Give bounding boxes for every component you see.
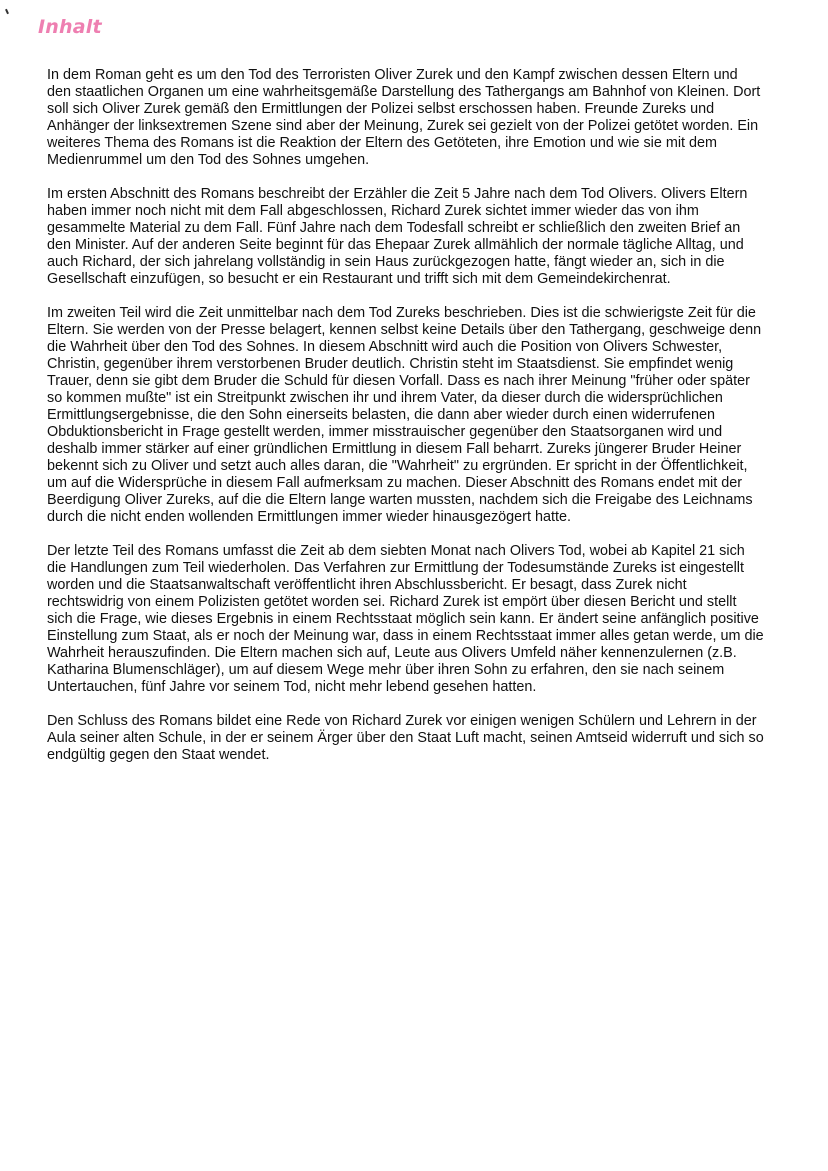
document-body bbox=[47, 67, 765, 781]
page-heading: Inhalt bbox=[38, 16, 102, 38]
paragraph-part-one: Im ersten Abschnitt des Romans beschreibt der Erzähler die Zeit 5 Jahre nach dem Tod Olivers. Olivers Eltern haben immer noch nicht mit dem Fall abgeschlossen, Richard Zurek sichtet immer wieder das von ihm gesammelte Material zu dem Fall. Fünf Jahre nach dem Todesfall schreibt er schließlich den zweiten Brief an den Minister. Auf der anderen Seite beginnt für das Ehepaar Zurek allmählich der normale tägliche Alltag, und auch Richard, der sich jahrelang vollständig in sein Haus zurückgezogen hatte, fängt wieder an, sich in die Gesellschaft einzufügen, so besucht er ein Restaurant und trifft sich mit dem Gemeindekirchenrat. bbox=[47, 186, 748, 287]
paragraph-intro: In dem Roman geht es um den Tod des Terroristen Oliver Zurek und den Kampf zwischen dessen Eltern und den staatlichen Organen um eine wahrheitsgemäße Darstellung des Tathergangs am Bahnhof von Kleinen. Dort soll sich Oliver Zurek gemäß den Ermittlungen der Polizei selbst erschossen haben. Freunde Zureks und Anhänger der linksextremen Szene sind aber der Meinung, Zurek sei gezielt von der Polizei getötet worden. Ein weiteres Thema des Romans ist die Reaktion der Eltern des Getöteten, ihre Emotion und wie sie mit dem Medienrummel um den Tod des Sohnes umgehen. bbox=[47, 67, 761, 168]
corner-mark bbox=[5, 9, 9, 14]
paragraph-part-two: Im zweiten Teil wird die Zeit unmittelbar nach dem Tod Zureks beschrieben. Dies ist die schwierigste Zeit für die Eltern. Sie werden von der Presse belagert, kennen selbst keine Details über den Tathergang, geschweige denn die Wahrheit über den Tod des Sohnes. In diesem Abschnitt wird auch die Position von Olivers Schwester, Christin, gegenüber ihrem verstorbenen Bruder deutlich. Christin steht im Staatsdienst. Sie empfindet wenig Trauer, denn sie gibt dem Bruder die Schuld für diesen Vorfall. Dass es nach ihrer Meinung "früher oder später so kommen mußte" ist ein Streitpunkt zwischen ihr und ihrem Vater, da dieser durch die widersprüchlichen Ermittlungsergebnisse, die den Sohn einerseits belasten, die dann aber wieder durch einen widerrufenen Obduktionsbericht in Frage gestellt werden, immer misstrauischer gegenüber den Staatsorganen wird und deshalb immer stärker auf einer gründlichen Ermittlung in diesem Fall beharrt. Zureks jüngerer Bruder Heiner bekennt sich zu Oliver und setzt auch alles daran, die "Wahrheit" zu ergründen. Er spricht in der Öffentlichkeit, um auf die Widersprüche in diesem Fall aufmerksam zu machen. Dieser Abschnitt des Romans endet mit der Beerdigung Oliver Zureks, auf die die Eltern lange warten mussten, nachdem sich die Freigabe des Leichnams durch die nicht enden wollenden Ermittlungen immer wieder hinausgezögert hatte. bbox=[47, 305, 762, 525]
paragraph-part-three: Der letzte Teil des Romans umfasst die Zeit ab dem siebten Monat nach Olivers Tod, wobei ab Kapitel 21 sich die Handlungen zum Teil wiederholen. Das Verfahren zur Ermittlung der Todesumstände Zureks ist eingestellt worden und die Staatsanwaltschaft veröffentlicht ihren Abschlussbericht. Er besagt, dass Zurek nicht rechtswidrig von einem Polizisten getötet worden sei. Richard Zurek ist empört über diesen Bericht und stellt sich die Frage, wie dieses Ergebnis in einem Rechtsstaat möglich sein kann. Er ändert seine anfänglich positive Einstellung zum Staat, als er noch der Meinung war, dass in einem Rechtsstaat immer alles getan werde, um die Wahrheit herauszufinden. Die Eltern machen sich auf, Leute aus Olivers Umfeld näher kennenzulernen (z.B. Katharina Blumenschläger), um auf diesem Wege mehr über ihren Sohn zu erfahren, den sie nach seinem Untertauchen, fünf Jahre vor seinem Tod, nicht mehr lebend gesehen hatten. bbox=[47, 543, 764, 695]
paragraph-conclusion: Den Schluss des Romans bildet eine Rede von Richard Zurek vor einigen wenigen Schülern und Lehrern in der Aula seiner alten Schule, in der er seinem Ärger über den Staat Luft macht, seinen Amtseid widerruft und sich so endgültig gegen den Staat wendet. bbox=[47, 713, 764, 763]
